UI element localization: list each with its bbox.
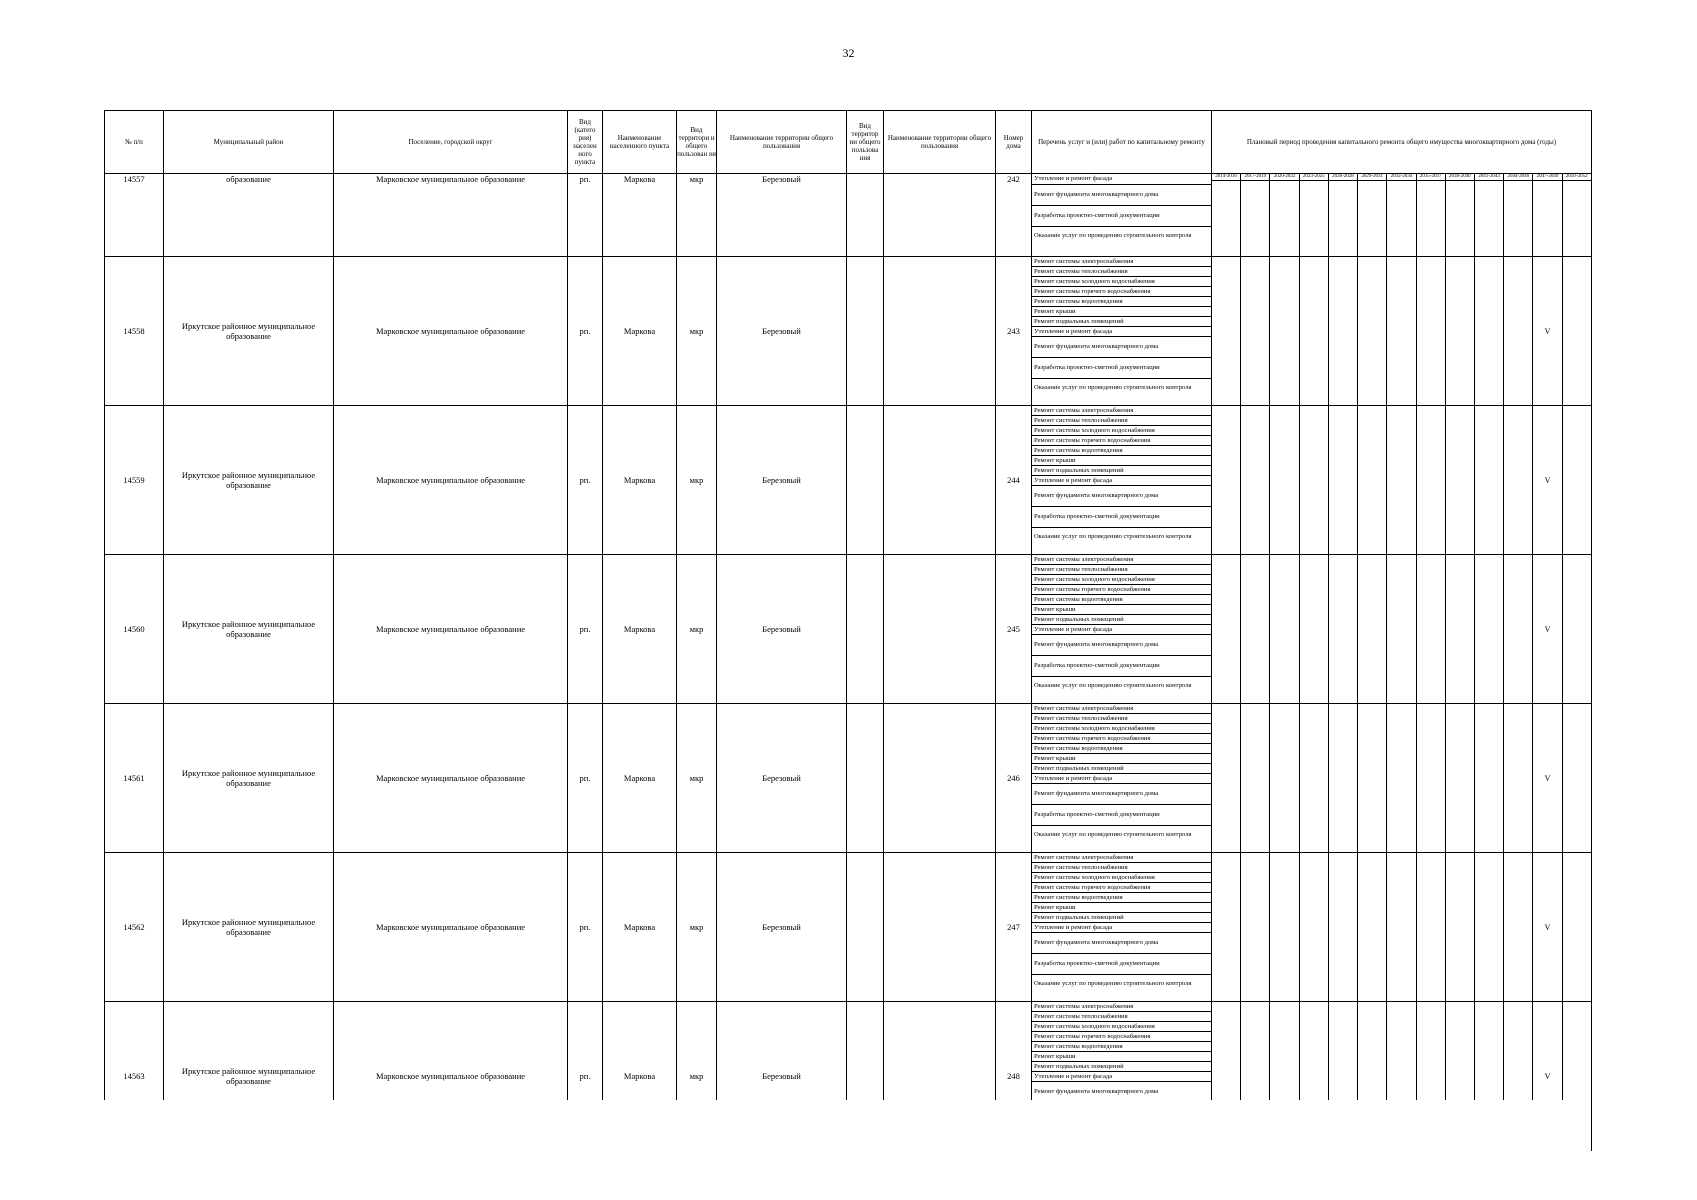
work-item: Ремонт системы электроснабжения — [1032, 257, 1211, 267]
row-district: Иркутское районное муниципальное образование — [164, 555, 334, 704]
period-cell — [1445, 555, 1474, 704]
header-works: Перечень услуг и (или) работ по капитальному ремонту — [1032, 111, 1212, 174]
period-cell — [1270, 406, 1299, 555]
period-cell — [1445, 704, 1474, 853]
period-cell — [1445, 853, 1474, 1002]
work-item: Ремонт системы теплоснабжения — [1032, 267, 1211, 277]
period-label: 2020-2022 — [1270, 174, 1298, 181]
period-cell — [1504, 174, 1533, 257]
header-territory-name: Наименование территории общего пользования — [717, 111, 847, 174]
work-item: Ремонт фундамента многоквартирного дома — [1032, 784, 1211, 805]
work-item: Ремонт системы холодного водоснабжения — [1032, 426, 1211, 436]
row-territory-name: Березовый — [717, 174, 847, 257]
row-territory-name: Березовый — [717, 257, 847, 406]
work-item: Ремонт системы горячего водоснабжения — [1032, 883, 1211, 893]
work-item: Ремонт крыши — [1032, 456, 1211, 466]
table-row — [105, 555, 1592, 704]
period-cell-inner — [1270, 174, 1298, 181]
period-cell — [1358, 257, 1387, 406]
row-territory-type: мкр — [677, 174, 717, 257]
work-item: Ремонт системы холодного водоснабжения — [1032, 873, 1211, 883]
period-cell — [1474, 406, 1503, 555]
period-cell — [1562, 555, 1591, 704]
row-territory-type-2 — [847, 704, 884, 853]
period-cell — [1504, 555, 1533, 704]
work-item: Ремонт крыши — [1032, 605, 1211, 615]
period-cell — [1212, 174, 1241, 257]
work-item: Ремонт системы горячего водоснабжения — [1032, 734, 1211, 744]
row-locality-name: Маркова — [603, 1002, 677, 1151]
table-row — [105, 853, 1592, 1002]
period-cell — [1358, 174, 1387, 257]
period-label: 2047-2049 — [1533, 174, 1561, 181]
period-label: 2041-2043 — [1475, 174, 1503, 181]
row-house: 247 — [996, 853, 1032, 1002]
period-cell — [1533, 257, 1562, 406]
row-settlement: Марковское муниципальное образование — [334, 555, 568, 704]
row-territory-type: мкр — [677, 853, 717, 1002]
work-item: Ремонт системы горячего водоснабжения — [1032, 1032, 1211, 1042]
row-locality-type: рп. — [568, 853, 603, 1002]
period-cell — [1212, 257, 1241, 406]
work-item: Оказание услуг по проведению строительного контроля — [1034, 682, 1192, 689]
period-cell — [1270, 555, 1299, 704]
period-cell — [1474, 257, 1503, 406]
row-house: 242 — [996, 174, 1032, 257]
period-cell — [1270, 704, 1299, 853]
works-list — [1032, 704, 1211, 852]
row-locality-name: Маркова — [603, 555, 677, 704]
table-row-continued — [105, 174, 1592, 257]
works-list — [1032, 406, 1211, 554]
row-house: 243 — [996, 257, 1032, 406]
row-settlement: Марковское муниципальное образование — [334, 1002, 568, 1151]
page-bottom-margin — [104, 1100, 1591, 1200]
row-locality-type: рп. — [568, 174, 603, 257]
work-item: Утепление и ремонт фасада — [1032, 476, 1211, 486]
period-cell — [1358, 704, 1387, 853]
row-territory-type: мкр — [677, 704, 717, 853]
row-settlement: Марковское муниципальное образование — [334, 853, 568, 1002]
row-locality-name: Маркова — [603, 257, 677, 406]
row-number: 14563 — [105, 1002, 164, 1151]
period-cell — [1445, 257, 1474, 406]
works-cell — [1032, 853, 1212, 1002]
work-item: Оказание услуг по проведению строительного контроля — [1034, 533, 1192, 540]
row-number: 14559 — [105, 406, 164, 555]
period-cell — [1328, 555, 1357, 704]
work-item: Разработка проектно-сметной документации — [1032, 358, 1211, 379]
period-cell — [1562, 406, 1591, 555]
row-locality-type: рп. — [568, 1002, 603, 1151]
work-item: Ремонт системы холодного водоснабжения — [1032, 575, 1211, 585]
works-list — [1032, 853, 1211, 1001]
period-label: 2029-2031 — [1358, 174, 1386, 181]
row-district: Иркутское районное муниципальное образование — [164, 406, 334, 555]
work-item: Ремонт системы холодного водоснабжения — [1032, 1022, 1211, 1032]
work-item: Ремонт фундамента многоквартирного дома — [1032, 486, 1211, 507]
period-cell — [1270, 257, 1299, 406]
row-district: Иркутское районное муниципальное образование — [164, 853, 334, 1002]
period-cell-inner — [1533, 174, 1561, 181]
period-cell — [1445, 406, 1474, 555]
work-item: Ремонт системы водоотведения — [1032, 595, 1211, 605]
row-locality-name: Маркова — [603, 406, 677, 555]
row-territory-name: Березовый — [717, 555, 847, 704]
period-cell-inner — [1563, 174, 1591, 181]
period-cell — [1241, 555, 1270, 704]
row-district: Иркутское районное муниципальное образование — [164, 704, 334, 853]
period-label: 2035-2037 — [1417, 174, 1445, 181]
work-item: Оказание услуг по проведению строительного контроля — [1034, 232, 1192, 239]
work-item: Утепление и ремонт фасада — [1032, 1072, 1211, 1082]
work-item: Ремонт системы горячего водоснабжения — [1032, 436, 1211, 446]
header-row — [105, 111, 1592, 174]
work-item: Ремонт системы электроснабжения — [1032, 704, 1211, 714]
work-item: Ремонт фундамента многоквартирного дома — [1032, 933, 1211, 954]
row-locality-name: Маркова — [603, 704, 677, 853]
period-cell — [1504, 257, 1533, 406]
row-number: 14562 — [105, 853, 164, 1002]
row-number: 14558 — [105, 257, 164, 406]
work-item: Ремонт системы теплоснабжения — [1032, 714, 1211, 724]
period-cell — [1474, 174, 1503, 257]
period-cell — [1328, 257, 1357, 406]
row-settlement: Марковское муниципальное образование — [334, 257, 568, 406]
work-item: Ремонт системы горячего водоснабжения — [1032, 287, 1211, 297]
period-cell — [1387, 704, 1416, 853]
row-locality-type: рп. — [568, 257, 603, 406]
period-cell — [1328, 174, 1357, 257]
row-territory-type: мкр — [677, 406, 717, 555]
period-cell-inner — [1329, 174, 1357, 181]
row-settlement: Марковское муниципальное образование — [334, 174, 568, 257]
work-item: Утепление и ремонт фасада — [1032, 774, 1211, 784]
period-cell — [1387, 174, 1416, 257]
row-locality-type: рп. — [568, 704, 603, 853]
row-territory-name-2 — [884, 406, 996, 555]
table-row — [105, 406, 1592, 555]
page-number: 32 — [842, 46, 855, 60]
work-item: Разработка проектно-сметной документации — [1032, 805, 1211, 826]
period-cell — [1299, 704, 1328, 853]
period-cell — [1562, 257, 1591, 406]
work-item: Ремонт крыши — [1032, 754, 1211, 764]
work-item: Утепление и ремонт фасада — [1032, 923, 1211, 933]
period-label: 2017-2019 — [1241, 174, 1269, 181]
work-item: Ремонт системы холодного водоснабжения — [1032, 724, 1211, 734]
header-period: Плановый период проведения капитального ремонта общего имущества многоквартирного дома (годы) — [1212, 111, 1592, 174]
row-locality-name: Маркова — [603, 174, 677, 257]
period-cell — [1212, 704, 1241, 853]
period-cell — [1387, 555, 1416, 704]
period-cell — [1504, 853, 1533, 1002]
row-territory-name: Березовый — [717, 853, 847, 1002]
period-cell — [1328, 406, 1357, 555]
period-cell — [1387, 257, 1416, 406]
row-territory-type: мкр — [677, 555, 717, 704]
work-item: Разработка проектно-сметной документации — [1032, 507, 1211, 528]
work-item: Ремонт системы теплоснабжения — [1032, 565, 1211, 575]
period-cell — [1504, 406, 1533, 555]
period-cell — [1212, 853, 1241, 1002]
work-item: Ремонт системы горячего водоснабжения — [1032, 585, 1211, 595]
table-row — [105, 257, 1592, 406]
header-settlement: Поселение, городской округ — [334, 111, 568, 174]
work-item: Ремонт фундамента многоквартирного дома — [1032, 185, 1211, 206]
row-territory-type-2 — [847, 853, 884, 1002]
period-cell — [1299, 555, 1328, 704]
row-territory-type-2 — [847, 174, 884, 257]
row-territory-type: мкр — [677, 257, 717, 406]
period-cell — [1387, 406, 1416, 555]
period-label: 2038-2040 — [1446, 174, 1474, 181]
row-district: образование — [164, 174, 334, 257]
period-cell — [1474, 555, 1503, 704]
work-item: Ремонт системы холодного водоснабжения — [1032, 277, 1211, 287]
period-mark: V — [1544, 326, 1551, 336]
period-cell — [1358, 555, 1387, 704]
header-territory-type: Вид территори и общего пользован ия — [677, 111, 717, 174]
work-item: Ремонт подвальных помещений — [1032, 466, 1211, 476]
period-cell — [1562, 174, 1591, 257]
row-territory-type-2 — [847, 257, 884, 406]
period-cell — [1358, 853, 1387, 1002]
row-locality-name: Маркова — [603, 853, 677, 1002]
period-label: 2014-2016 — [1212, 174, 1240, 181]
period-cell — [1212, 406, 1241, 555]
period-cell — [1416, 406, 1445, 555]
period-label: 2026-2028 — [1329, 174, 1357, 181]
row-territory-name-2 — [884, 174, 996, 257]
row-settlement: Марковское муниципальное образование — [334, 704, 568, 853]
period-cell — [1416, 174, 1445, 257]
row-territory-type: мкр — [677, 1002, 717, 1151]
period-cell-inner — [1300, 174, 1328, 181]
work-item: Оказание услуг по проведению строительного контроля — [1034, 831, 1192, 838]
work-item: Ремонт крыши — [1032, 903, 1211, 913]
period-cell — [1270, 853, 1299, 1002]
work-item: Ремонт системы теплоснабжения — [1032, 863, 1211, 873]
period-label: 2032-2034 — [1387, 174, 1415, 181]
row-number: 14560 — [105, 555, 164, 704]
work-item: Ремонт системы водоотведения — [1032, 446, 1211, 456]
period-cell — [1299, 174, 1328, 257]
period-cell — [1533, 853, 1562, 1002]
header-num: № п/п — [105, 111, 164, 174]
work-item: Ремонт фундамента многоквартирного дома — [1032, 635, 1211, 656]
period-cell — [1299, 406, 1328, 555]
period-mark: V — [1544, 624, 1551, 634]
work-item: Ремонт фундамента многоквартирного дома — [1034, 1088, 1159, 1095]
period-cell — [1504, 704, 1533, 853]
period-cell — [1562, 853, 1591, 1002]
period-label: 2044-2046 — [1504, 174, 1532, 181]
row-territory-name-2 — [884, 555, 996, 704]
period-cell — [1474, 704, 1503, 853]
work-item: Ремонт крыши — [1032, 307, 1211, 317]
works-list — [1032, 174, 1211, 256]
period-cell — [1416, 257, 1445, 406]
period-cell — [1533, 174, 1562, 257]
row-territory-name: Березовый — [717, 406, 847, 555]
work-item: Ремонт крыши — [1032, 1052, 1211, 1062]
header-locality-type: Вид (катего рия) населен ного пункта — [568, 111, 603, 174]
row-house: 246 — [996, 704, 1032, 853]
works-cell — [1032, 406, 1212, 555]
header-district: Муниципальный район — [164, 111, 334, 174]
header-territory-name-2: Наименование территории общего пользования — [884, 111, 996, 174]
row-territory-name: Березовый — [717, 1002, 847, 1151]
works-list — [1032, 257, 1211, 405]
period-mark: V — [1544, 475, 1551, 485]
work-item: Ремонт системы водоотведения — [1032, 1042, 1211, 1052]
works-list — [1032, 555, 1211, 703]
work-item: Разработка проектно-сметной документации — [1032, 206, 1211, 227]
header-territory-type-2: Вид территор ии общего пользова ния — [847, 111, 884, 174]
period-cell — [1299, 853, 1328, 1002]
work-item: Разработка проектно-сметной документации — [1032, 954, 1211, 975]
period-cell — [1533, 406, 1562, 555]
period-cell — [1241, 704, 1270, 853]
period-cell-inner — [1241, 174, 1269, 181]
row-district: Иркутское районное муниципальное образование — [164, 257, 334, 406]
period-label: 2023-2025 — [1300, 174, 1328, 181]
period-mark: V — [1544, 773, 1551, 783]
work-item: Ремонт системы теплоснабжения — [1032, 1012, 1211, 1022]
work-item: Ремонт подвальных помещений — [1032, 1062, 1211, 1072]
table-body — [105, 174, 1592, 1151]
work-item: Оказание услуг по проведению строительного контроля — [1034, 980, 1192, 987]
row-number: 14557 — [105, 174, 164, 257]
header-locality-name: Наименование населенного пункта — [603, 111, 677, 174]
period-cell-inner — [1212, 174, 1240, 181]
period-mark: V — [1544, 1071, 1551, 1081]
work-item: Утепление и ремонт фасада — [1032, 174, 1211, 185]
works-cell — [1032, 704, 1212, 853]
period-cell — [1445, 174, 1474, 257]
row-territory-type-2 — [847, 406, 884, 555]
row-house: 245 — [996, 555, 1032, 704]
row-territory-name: Березовый — [717, 704, 847, 853]
row-territory-name-2 — [884, 853, 996, 1002]
row-settlement: Марковское муниципальное образование — [334, 406, 568, 555]
period-cell-inner — [1387, 174, 1415, 181]
work-item: Ремонт фундамента многоквартирного дома — [1032, 337, 1211, 358]
work-item: Ремонт подвальных помещений — [1032, 615, 1211, 625]
row-locality-type: рп. — [568, 406, 603, 555]
period-cell — [1241, 174, 1270, 257]
row-house: 248 — [996, 1002, 1032, 1151]
period-cell — [1212, 555, 1241, 704]
row-locality-type: рп. — [568, 555, 603, 704]
row-territory-name-2 — [884, 704, 996, 853]
work-item: Ремонт системы водоотведения — [1032, 893, 1211, 903]
period-cell — [1328, 704, 1357, 853]
period-cell — [1328, 853, 1357, 1002]
work-item: Ремонт подвальных помещений — [1032, 913, 1211, 923]
work-item: Ремонт системы водоотведения — [1032, 744, 1211, 754]
period-cell-inner — [1504, 174, 1532, 181]
period-cell — [1241, 257, 1270, 406]
works-cell — [1032, 174, 1212, 257]
work-item: Ремонт системы электроснабжения — [1032, 406, 1211, 416]
period-label: 2050-2052 — [1563, 174, 1591, 181]
row-number: 14561 — [105, 704, 164, 853]
period-cell-inner — [1358, 174, 1386, 181]
capital-repair-table — [104, 110, 1592, 1151]
period-cell-inner — [1446, 174, 1474, 181]
period-cell — [1533, 555, 1562, 704]
period-cell — [1387, 853, 1416, 1002]
work-item: Оказание услуг по проведению строительного контроля — [1034, 384, 1192, 391]
works-cell — [1032, 555, 1212, 704]
work-item: Ремонт системы электроснабжения — [1032, 1002, 1211, 1012]
period-cell — [1562, 704, 1591, 853]
work-item: Ремонт подвальных помещений — [1032, 317, 1211, 327]
period-cell — [1299, 257, 1328, 406]
period-cell — [1241, 406, 1270, 555]
row-territory-name-2 — [884, 257, 996, 406]
row-district: Иркутское районное муниципальное образование — [164, 1002, 334, 1151]
row-territory-type-2 — [847, 555, 884, 704]
period-cell — [1533, 704, 1562, 853]
work-item: Разработка проектно-сметной документации — [1032, 656, 1211, 677]
works-cell — [1032, 257, 1212, 406]
period-cell — [1416, 555, 1445, 704]
work-item: Ремонт подвальных помещений — [1032, 764, 1211, 774]
header-house: Номер дома — [996, 111, 1032, 174]
work-item: Утепление и ремонт фасада — [1032, 327, 1211, 337]
period-cell-inner — [1417, 174, 1445, 181]
period-cell — [1270, 174, 1299, 257]
row-house: 244 — [996, 406, 1032, 555]
period-cell — [1416, 704, 1445, 853]
period-cell — [1241, 853, 1270, 1002]
period-mark: V — [1544, 922, 1551, 932]
work-item: Ремонт системы теплоснабжения — [1032, 416, 1211, 426]
period-cell — [1358, 406, 1387, 555]
work-item: Ремонт системы электроснабжения — [1032, 555, 1211, 565]
work-item: Ремонт системы водоотведения — [1032, 297, 1211, 307]
table-row — [105, 704, 1592, 853]
period-cell — [1474, 853, 1503, 1002]
work-item: Ремонт системы электроснабжения — [1032, 853, 1211, 863]
period-cell — [1416, 853, 1445, 1002]
period-cell-inner — [1475, 174, 1503, 181]
work-item: Утепление и ремонт фасада — [1032, 625, 1211, 635]
